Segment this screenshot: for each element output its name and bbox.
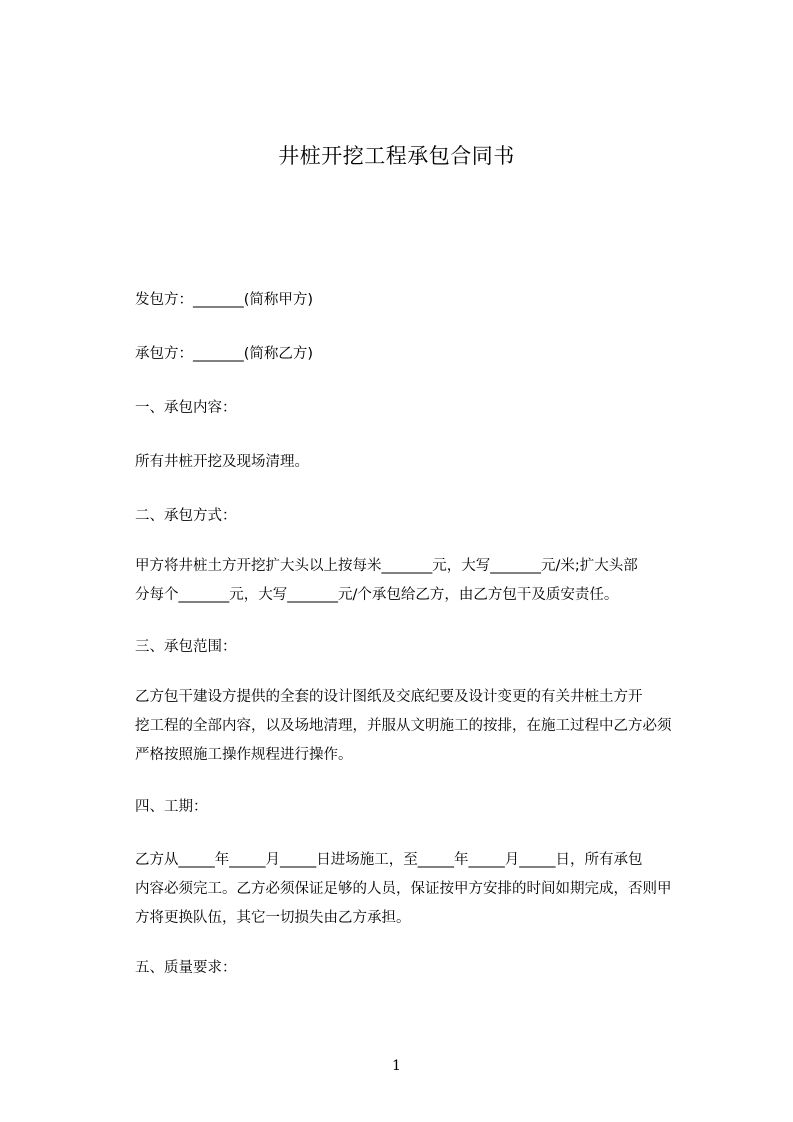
section-3-heading: 三、承包范围： [135, 639, 237, 655]
section-2-body-line: 甲方将井桩土方开挖扩大头以上按每米_______元，大写_______元/米;扩大头部 [135, 558, 638, 574]
section-4-body-line: 方将更换队伍，其它一切损失由乙方承担。 [135, 910, 411, 926]
section-3-body-line: 严格按照施工操作规程进行操作。 [135, 747, 353, 763]
section-4-body-line: 乙方从_____年_____月_____日进场施工，至_____年_____月_____日，所有承包 [135, 852, 643, 868]
section-2-body-line: 分每个_______元，大写_______元/个承包给乙方，由乙方包干及质安责任。 [135, 587, 619, 603]
section-4-body [135, 846, 703, 933]
section-3-body [135, 683, 703, 770]
section-5-heading: 五、质量要求： [135, 960, 237, 976]
section-3-body-line: 挖工程的全部内容，以及场地清理，并服从文明施工的按排，在施工过程中乙方必须 [135, 718, 672, 734]
section-1-heading: 一、承包内容： [135, 400, 237, 416]
party-b-line: 承包方：_______(简称乙方) [135, 346, 314, 362]
section-1-body: 所有井桩开挖及现场清理。 [135, 454, 309, 470]
section-2-heading: 二、承包方式： [135, 508, 237, 524]
section-2-body [135, 552, 703, 610]
document-title: 井桩开挖工程承包合同书 [278, 144, 515, 168]
section-4-body-line: 内容必须完工。乙方必须保证足够的人员，保证按甲方安排的时间如期完成，否则甲 [135, 881, 672, 897]
section-4-heading: 四、工期： [135, 799, 208, 815]
section-3-body-line: 乙方包干建设方提供的全套的设计图纸及交底纪要及设计变更的有关井桩土方开 [135, 689, 643, 705]
party-a-line: 发包方：_______(简称甲方) [135, 292, 314, 308]
page-number: 1 [392, 1058, 401, 1074]
